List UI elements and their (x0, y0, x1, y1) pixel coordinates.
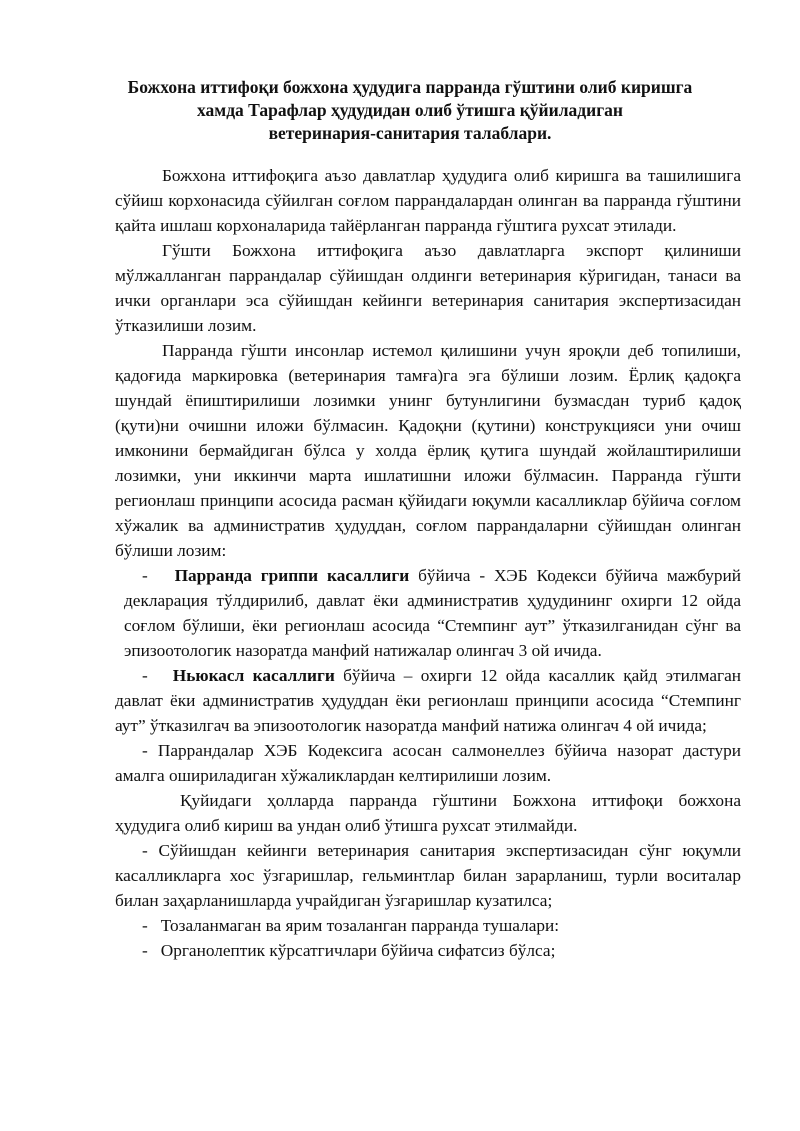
title-line-2: хамда Тарафлар ҳудудидан олиб ўтишга қўйиладиган (197, 100, 623, 120)
title-line-1: Божхона иттифоқи божхона ҳудудига парранда гўштини олиб киришга (127, 77, 693, 97)
list-item-bird-flu (115, 563, 741, 663)
paragraph-1: Божхона иттифоқига аъзо давлатлар ҳудудига олиб киришга ва ташилишига сўйиш корхонасида сўйилган соғлом паррандалардан олинган ва парранда гўштини қайта ишлаш корхоналарида тайёрланган парранда гўштига рухсат этилади. (115, 166, 741, 235)
paragraph-4: Қуйидаги ҳолларда парранда гўштини Божхона иттифоқи божхона ҳудудига олиб кириш ва ундан олиб ўтишга рухсат этилмайди. (115, 791, 741, 835)
list-item-bold-label: Ньюкасл касаллиги (172, 666, 335, 685)
paragraph-2: Гўшти Божхона иттифоқига аъзо давлатларга экспорт қилиниши мўлжалланган паррандалар сўйишдан олдинги ветеринария кўригидан, танаси ва ички органлари эса сўйишдан кейинги ветеринария санитария экспертизасидан ўтказилиши лозим. (115, 241, 741, 335)
list-dash: - (142, 566, 148, 585)
list-item-uncleaned: - Тозаланмаган ва ярим тозаланган парранда тушалари: (142, 916, 560, 935)
document-title (90, 76, 730, 145)
list-dash: - (142, 666, 148, 685)
list-item-organoleptic: - Органолептик кўрсатгичлари бўйича сифатсиз бўлса; (142, 941, 556, 960)
title-line-3: ветеринария-санитария талаблари. (268, 123, 552, 143)
list-item-pathology: - Сўйишдан кейинги ветеринария санитария экспертизасидан сўнг юқумли касалликларга хос ўзгаришлар, гельминтлар билан зарарланиш, турли воситалар билан заҳарланишларда учрайдиган ўзгаришлар кузатилса; (115, 841, 741, 910)
paragraph-3: Парранда гўшти инсонлар истемол қилишини учун яроқли деб топилиши, қадоғида маркировка (ветеринария тамға)га эга бўлиши лозим. Ёрлиқ қадоқга шундай ёпиштирилиши лозимки унинг бутунлигини бузмасдан туриб қадоқ (қути)ни очишни иложи бўлмасин. Қадоқни (қутини) конструкцияси уни очиш имконини бермайдиган бўлса у холда ёрлиқ қутига шундай жойлаштирилиши лозимки, уни иккинчи марта ишлатишни иложи бўлмасин. Парранда гўшти регионлаш принципи асосида расман қўйидаги юқумли касалликлар бўйича соғлом хўжалик ва административ ҳудуддан, соғлом паррандаларни сўйишдан олинган бўлиши лозим: (115, 341, 741, 560)
list-item-text: бўйича – охирги 12 ойда касаллик қайд этилмаган давлат ёки административ ҳудуддан ёки регионлаш принципи асосида “Стемпинг аут” ўтказилгач ва эпизоотологик назоратда манфий натижа олингач 4 ой ичида; (115, 666, 741, 735)
document-body (115, 163, 741, 963)
list-item-text: бўйича - ХЭБ Кодекси бўйича мажбурий декларация тўлдирилиб, давлат ёки административ ҳудудининг охирги 12 ойда соғлом бўлиши, ёки регионлаш асосида “Стемпинг аут” ўтказилганидан сўнг ва эпизоотологик назоратда манфий натижалар олингач 3 ой ичида. (124, 566, 741, 660)
list-item-bold-label: Парранда гриппи касаллиги (174, 566, 410, 585)
list-item-newcastle (115, 663, 741, 738)
list-item-salmonella: - Паррандалар ХЭБ Кодексига асосан салмонеллез бўйича назорат дастури амалга ошириладиган хўжаликлардан келтирилиши лозим. (115, 741, 741, 785)
